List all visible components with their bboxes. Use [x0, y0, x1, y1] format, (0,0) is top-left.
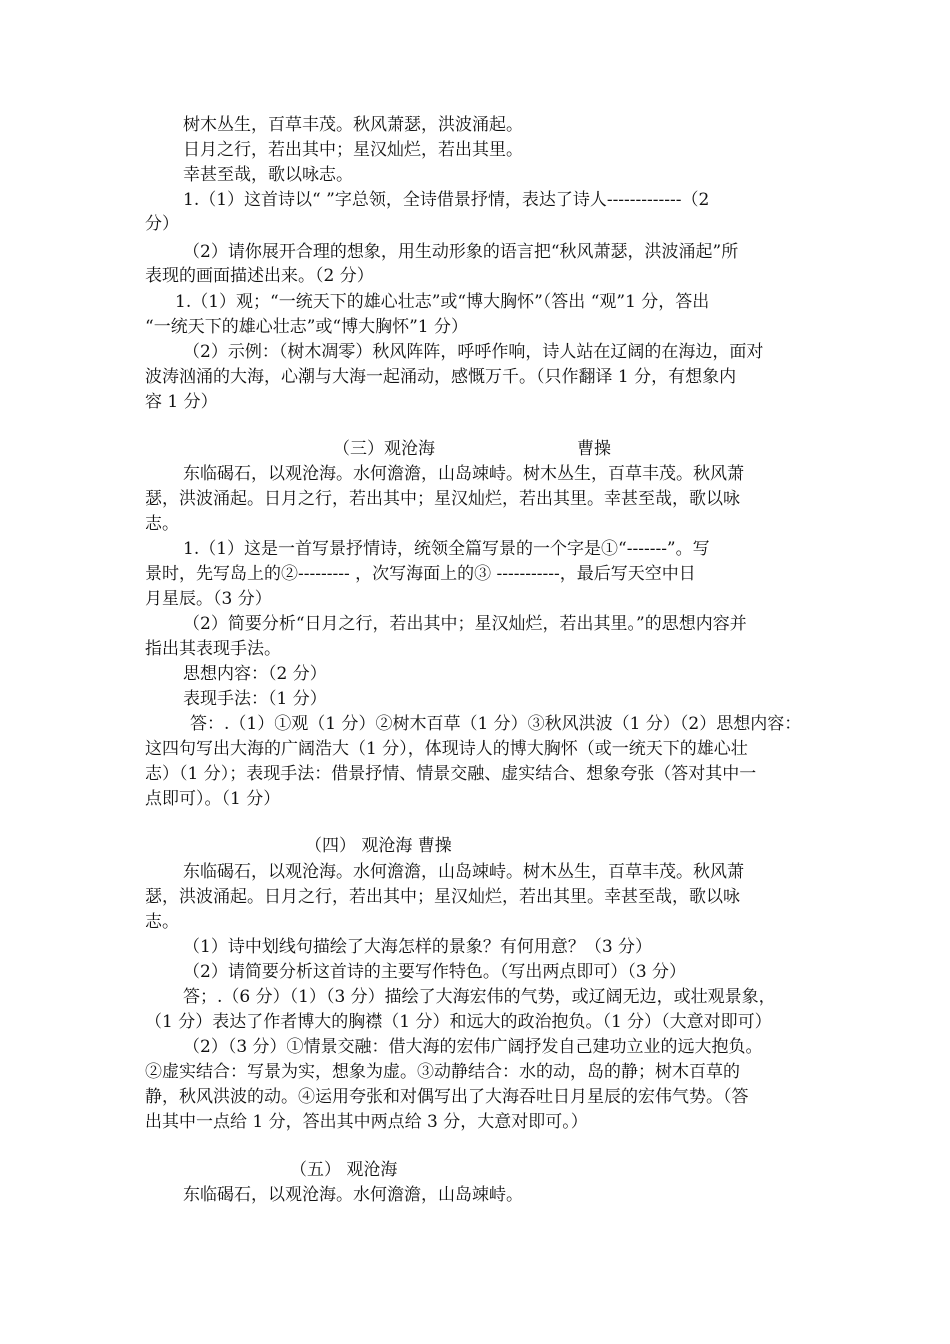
poem-text: 东临碣石，以观沧海。水何澹澹，山岛竦峙。树木丛生，百草丰茂。秋风萧: [183, 464, 744, 484]
question-text: 景时，先写岛上的②--------- ，次写海面上的③ -----------，最后写天空中日: [145, 564, 696, 584]
answer-text: 容 1 分）: [145, 392, 218, 412]
question-text: （2）简要分析“日月之行，若出其中；星汉灿烂，若出其里。”的思想内容并: [183, 614, 747, 634]
answer-text: （1 分）表达了作者博大的胸襟（1 分）和远大的政治抱负。（1 分）（大意对即可）: [145, 1012, 772, 1032]
question-text: （1）诗中划线句描绘了大海怎样的景象？有何用意？（3 分）: [183, 937, 653, 957]
poem-text: 志。: [145, 912, 179, 932]
question-text: 1.（1）这是一首写景抒情诗，统领全篇写景的一个字是①“-------”。写: [183, 539, 710, 559]
answer-text: 1.（1）观；“一统天下的雄心壮志”或“博大胸怀”（答出 “观”1 分，答出: [175, 292, 710, 312]
question-text: （2）请简要分析这首诗的主要写作特色。（写出两点即可）（3 分）: [183, 962, 687, 982]
poem-text: 东临碣石，以观沧海。水何澹澹，山岛竦峙。树木丛生，百草丰茂。秋风萧: [183, 862, 744, 882]
poem-text: 瑟，洪波涌起。日月之行，若出其中；星汉灿烂，若出其里。幸甚至哉，歌以咏: [145, 887, 740, 907]
section-author: 曹操: [577, 439, 611, 459]
answer-text: （2）示例：（树木凋零）秋风阵阵，呼呼作响，诗人站在辽阔的在海边，面对: [183, 342, 764, 362]
poem-line: 树木丛生，百草丰茂。秋风萧瑟，洪波涌起。: [183, 115, 523, 135]
poem-line: 日月之行，若出其中；星汉灿烂，若出其里。: [183, 140, 523, 160]
section-heading: （五） 观沧海: [290, 1160, 398, 1180]
question-text: 思想内容：（2 分）: [183, 664, 327, 684]
answer-text: “一统天下的雄心壮志”或“博大胸怀”1 分）: [145, 317, 468, 337]
answer-text: 静，秋风洪波的动。④运用夸张和对偶写出了大海吞吐日月星辰的宏伟气势。（答: [145, 1087, 749, 1107]
answer-text: 点即可）。（1 分）: [145, 789, 281, 809]
poem-text: 志。: [145, 514, 179, 534]
question-text: 表现手法：（1 分）: [183, 689, 327, 709]
answer-text: 志）（1 分）；表现手法：借景抒情、情景交融、虚实结合、想象夸张（答对其中一: [145, 764, 757, 784]
poem-text: 瑟，洪波涌起。日月之行，若出其中；星汉灿烂，若出其里。幸甚至哉，歌以咏: [145, 489, 740, 509]
poem-text: 东临碣石，以观沧海。水何澹澹，山岛竦峙。: [183, 1185, 523, 1205]
section-heading: （三）观沧海: [333, 439, 435, 459]
question-text: 月星辰。（3 分）: [145, 589, 272, 609]
question-text: 分）: [145, 214, 179, 234]
answer-text: 答；.（6 分）（1）（3 分）描绘了大海宏伟的气势，或辽阔无边，或壮观景象，: [183, 987, 776, 1007]
question-text: （2）请你展开合理的想象，用生动形象的语言把“秋风萧瑟，洪波涌起”所: [183, 242, 739, 262]
poem-line: 幸甚至哉，歌以咏志。: [183, 165, 353, 185]
answer-text: 波涛汹涌的大海，心潮与大海一起涌动，感慨万千。（只作翻译 1 分，有想象内: [145, 367, 737, 387]
answer-text: ②虚实结合：写景为实，想象为虚。③动静结合：水的动，岛的静；树木百草的: [145, 1062, 740, 1082]
answer-text: （2）（3 分）①情景交融：借大海的宏伟广阔抒发自己建功立业的远大抱负。: [183, 1037, 763, 1057]
answer-text: 答：.（1）①观（1 分）②树木百草（1 分）③秋风洪波（1 分）（2）思想内容：: [190, 714, 802, 734]
question-text: 1.（1）这首诗以“ ”字总领，全诗借景抒情，表达了诗人-------------（2: [183, 190, 710, 210]
section-heading: （四） 观沧海 曹操: [305, 836, 452, 856]
answer-text: 出其中一点给 1 分，答出其中两点给 3 分，大意对即可。）: [145, 1112, 588, 1132]
question-text: 表现的画面描述出来。（2 分）: [145, 266, 374, 286]
question-text: 指出其表现手法。: [145, 639, 281, 659]
answer-text: 这四句写出大海的广阔浩大（1 分），体现诗人的博大胸怀（或一统天下的雄心壮: [145, 739, 748, 759]
